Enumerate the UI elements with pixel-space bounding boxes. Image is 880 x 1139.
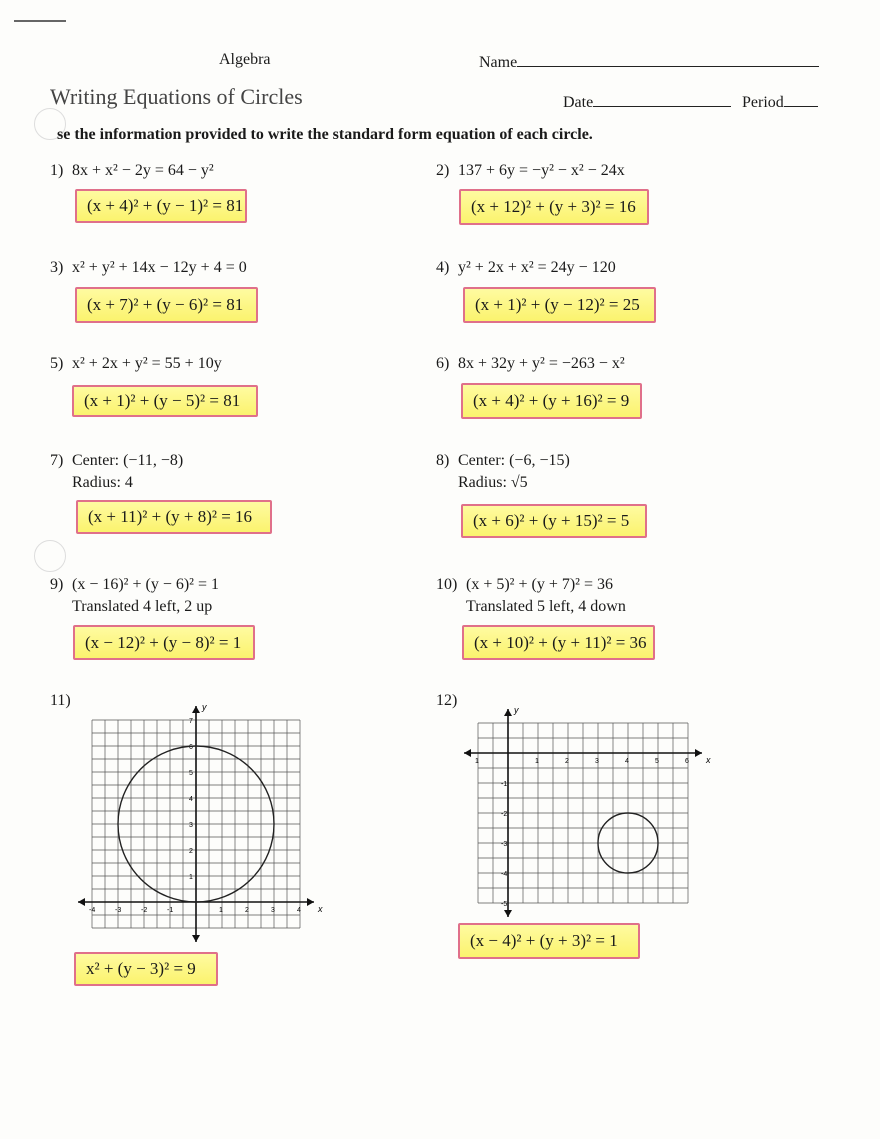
y-axis-arrow [504, 910, 512, 917]
name-field [479, 51, 819, 72]
x-tick-label: 6 [685, 758, 689, 765]
problem-6: 6) 8x + 32y + y² = −263 − x² [436, 355, 625, 372]
answer-3: (x + 7)² + (y − 6)² = 81 [75, 287, 258, 323]
problem-9: 9) (x − 16)² + (y − 6)² = 1 Translated 4 left, 2 up [50, 576, 219, 615]
period-label: Period [742, 94, 784, 111]
question: Center: (−11, −8) [72, 452, 184, 469]
question: 8x + 32y + y² = −263 − x² [458, 355, 625, 372]
date-blank[interactable] [593, 91, 731, 107]
x-tick-label: 3 [271, 907, 275, 914]
x-axis-arrow [464, 749, 471, 757]
x-axis-arrow [78, 898, 85, 906]
problem-4: 4) y² + 2x + x² = 24y − 120 [436, 259, 616, 276]
y-tick-label: 6 [189, 744, 193, 751]
detail: Radius: 4 [72, 474, 133, 491]
y-tick-label: -2 [501, 811, 508, 818]
answer-8: (x + 6)² + (y + 15)² = 5 [461, 504, 647, 538]
scan-mark [14, 20, 66, 22]
y-tick-label: 5 [189, 770, 193, 777]
problem-2: 2) 137 + 6y = −y² − x² − 24x [436, 162, 625, 179]
x-tick-label: -1 [167, 907, 174, 914]
y-tick-label: -3 [501, 841, 508, 848]
problem-3: 3) x² + y² + 14x − 12y + 4 = 0 [50, 259, 247, 276]
x-axis-label: x [706, 755, 711, 765]
answer-9: (x − 12)² + (y − 8)² = 1 [73, 625, 255, 660]
y-tick-label: -4 [501, 871, 508, 878]
x-tick-label: 2 [245, 907, 249, 914]
date-label: Date [563, 94, 594, 111]
problem-11-number: 11) [50, 692, 71, 709]
x-tick-label: 5 [655, 758, 659, 765]
y-tick-label: 4 [189, 796, 193, 803]
name-label: Name [479, 54, 518, 71]
x-tick-label: -3 [115, 907, 122, 914]
y-axis-label: y [202, 702, 207, 712]
answer-10: (x + 10)² + (y + 11)² = 36 [462, 625, 655, 660]
y-tick-label: -5 [501, 901, 508, 908]
x-axis-label: x [318, 904, 323, 914]
question: (x + 5)² + (y + 7)² = 36 [466, 576, 613, 593]
graph-12 [455, 700, 715, 925]
y-tick-label: -1 [501, 781, 508, 788]
problem-10: 10) (x + 5)² + (y + 7)² = 36 Translated 5 left, 4 down [436, 576, 626, 615]
y-axis-label: y [514, 705, 519, 715]
x-tick-label: 4 [297, 907, 301, 914]
x-tick-label: 4 [625, 758, 629, 765]
graph-12-svg [455, 700, 715, 920]
problem-5: 5) x² + 2x + y² = 55 + 10y [50, 355, 222, 372]
x-axis-arrow [695, 749, 702, 757]
detail: Radius: √5 [458, 474, 528, 491]
x-tick-label: -4 [89, 907, 96, 914]
x-tick-label: 1 [475, 758, 479, 765]
period-field [742, 91, 818, 112]
y-tick-label: 1 [189, 874, 193, 881]
punch-hole [34, 540, 66, 572]
answer-4: (x + 1)² + (y − 12)² = 25 [463, 287, 656, 323]
y-axis-arrow [504, 709, 512, 716]
question: Center: (−6, −15) [458, 452, 570, 469]
x-tick-label: 3 [595, 758, 599, 765]
answer-2: (x + 12)² + (y + 3)² = 16 [459, 189, 649, 225]
problem-7: 7) Center: (−11, −8) Radius: 4 [50, 452, 184, 491]
question: 137 + 6y = −y² − x² − 24x [458, 162, 625, 179]
answer-11: x² + (y − 3)² = 9 [74, 952, 218, 986]
date-field [563, 91, 731, 112]
question: x² + 2x + y² = 55 + 10y [72, 355, 222, 372]
y-tick-label: 7 [189, 718, 193, 725]
x-tick-label: 1 [219, 907, 223, 914]
instructions: se the information provided to write the standard form equation of each circle. [57, 126, 593, 143]
x-tick-label: 2 [565, 758, 569, 765]
graph-11-svg [72, 700, 332, 950]
detail: Translated 5 left, 4 down [466, 598, 626, 615]
question: 8x + x² − 2y = 64 − y² [72, 162, 214, 179]
problem-8: 8) Center: (−6, −15) Radius: √5 [436, 452, 570, 491]
subject-label: Algebra [219, 51, 271, 68]
y-axis-arrow [192, 935, 200, 942]
period-blank[interactable] [784, 91, 818, 107]
problem-1: 1) 8x + x² − 2y = 64 − y² [50, 162, 214, 179]
x-axis-arrow [307, 898, 314, 906]
question: (x − 16)² + (y − 6)² = 1 [72, 576, 219, 593]
y-tick-label: 3 [189, 822, 193, 829]
x-tick-label: 1 [535, 758, 539, 765]
y-tick-label: 2 [189, 848, 193, 855]
y-axis-arrow [192, 706, 200, 713]
detail: Translated 4 left, 2 up [72, 598, 213, 615]
answer-12: (x − 4)² + (y + 3)² = 1 [458, 923, 640, 959]
page-title: Writing Equations of Circles [50, 84, 303, 109]
graph-11 [72, 700, 332, 955]
question: x² + y² + 14x − 12y + 4 = 0 [72, 259, 247, 276]
answer-5: (x + 1)² + (y − 5)² = 81 [72, 385, 258, 417]
answer-6: (x + 4)² + (y + 16)² = 9 [461, 383, 642, 419]
question: y² + 2x + x² = 24y − 120 [458, 259, 616, 276]
answer-7: (x + 11)² + (y + 8)² = 16 [76, 500, 272, 534]
problem-12-number: 12) [436, 692, 458, 709]
name-blank[interactable] [517, 51, 819, 67]
answer-1: (x + 4)² + (y − 1)² = 81 [75, 189, 247, 223]
x-tick-label: -2 [141, 907, 148, 914]
